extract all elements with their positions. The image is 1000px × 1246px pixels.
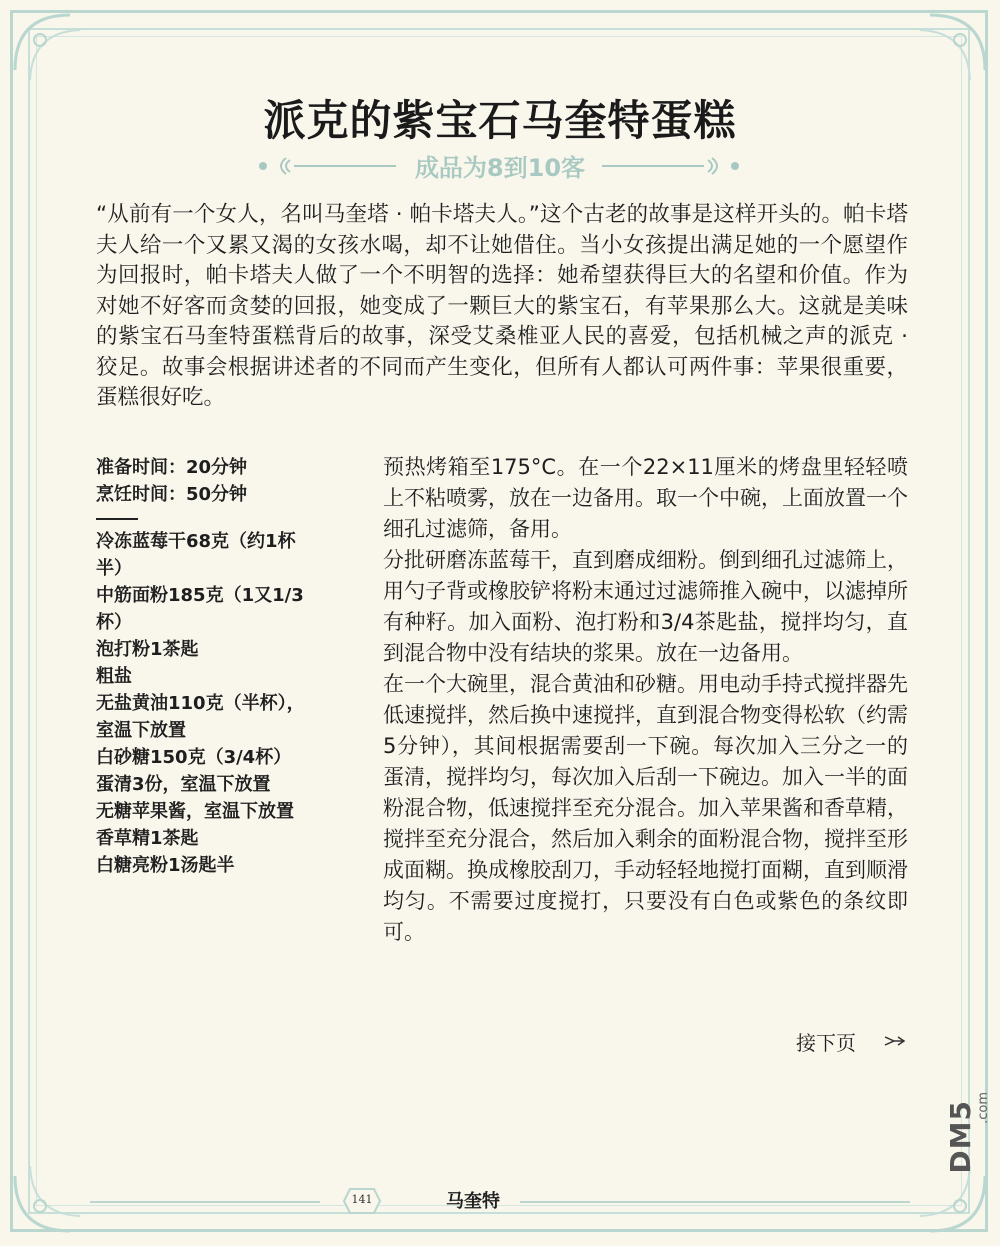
- ingredient-item: 泡打粉1茶匙: [96, 639, 199, 660]
- cook-time: 烹饪时间：50分钟: [96, 484, 248, 505]
- footer-rule-right: [520, 1201, 910, 1203]
- prep-time: 准备时间：20分钟: [96, 457, 248, 478]
- instruction-step: 预热烤箱至175°C。在一个22×11厘米的烤盘里轻轻喷上不粘喷雾，放在一边备用。取一个中碗，上面放置一个细孔过滤筛，备用。: [383, 455, 908, 541]
- divider: [96, 518, 138, 520]
- ingredient-item: 中筋面粉185克（1又1/3杯）: [96, 585, 304, 633]
- ingredient-item: 白砂糖150克（3/4杯）: [96, 747, 292, 768]
- ingredient-item: 冷冻蓝莓干68克（约1杯半）: [96, 531, 296, 579]
- instruction-step: 分批研磨冻蓝莓干，直到磨成细粉。倒到细孔过滤筛上，用勺子背或橡胶铲将粉末通过过滤筛推入碗中，以滤掉所有种籽。加入面粉、泡打粉和3/4茶匙盐，搅拌均匀，直到混合物中没有结块的浆果。放在一边备用。: [383, 548, 908, 665]
- right-flourish-icon: [600, 154, 740, 178]
- ingredient-item: 无糖苹果酱，室温下放置: [96, 801, 294, 822]
- servings-subtitle: 成品为8到10客: [414, 154, 586, 182]
- pointing-hand-icon: [884, 1033, 906, 1049]
- instructions-column: [383, 452, 908, 948]
- intro-paragraph: “从前有一个女人，名叫马奎塔 · 帕卡塔夫人。”这个古老的故事是这样开头的。帕卡塔夫人给一个又累又渴的女孩水喝，却不让她借住。当小女孩提出满足她的一个愿望作为回报时，帕卡塔夫人做了一个不明智的选择：她希望获得巨大的名望和价值。作为对她不好客而贪婪的回报，她变成了一颗巨大的紫宝石，有苹果那么大。这就是美味的紫宝石马奎特蛋糕背后的故事，深受艾桑椎亚人民的喜爱，包括机械之声的派克 · 狡足。故事会根据讲述者的不同而产生变化，但所有人都认可两件事：苹果很重要，蛋糕很好吃。: [96, 202, 908, 410]
- continued-next-page: 接下页: [796, 1031, 856, 1055]
- chapter-title: 马奎特: [446, 1191, 500, 1212]
- ingredients-column: [96, 454, 316, 879]
- ingredient-item: 粗盐: [96, 666, 132, 687]
- ingredient-item: 白糖亮粉1汤匙半: [96, 855, 235, 876]
- ingredient-item: 无盐黄油110克（半杯），室温下放置: [96, 693, 305, 741]
- page-number: 141: [351, 1193, 373, 1206]
- instruction-step: 在一个大碗里，混合黄油和砂糖。用电动手持式搅拌器先低速搅拌，然后换中速搅拌，直到混合物变得松软（约需5分钟），其间根据需要刮一下碗。每次加入三分之一的蛋清，搅拌均匀，每次加入后刮一下碗边。加入一半的面粉混合物，低速搅拌至充分混合。加入苹果酱和香草精，搅拌至充分混合，然后加入剩余的面粉混合物，搅拌至形成面糊。换成橡胶刮刀，手动轻轻地搅打面糊，直到顺滑均匀。不需要过度搅打，只要没有白色或紫色的条纹即可。: [383, 672, 908, 944]
- corner-ornament-bottom-left: [10, 1116, 130, 1236]
- ingredient-item: 香草精1茶匙: [96, 828, 199, 849]
- ingredient-item: 蛋清3份，室温下放置: [96, 774, 271, 795]
- watermark-logo: DM5: [944, 1100, 977, 1174]
- subtitle-row: [0, 146, 1000, 186]
- recipe-title: 派克的紫宝石马奎特蛋糕: [263, 96, 737, 145]
- footer-rule-left: [90, 1201, 320, 1203]
- watermark-domain: .com: [976, 1092, 991, 1124]
